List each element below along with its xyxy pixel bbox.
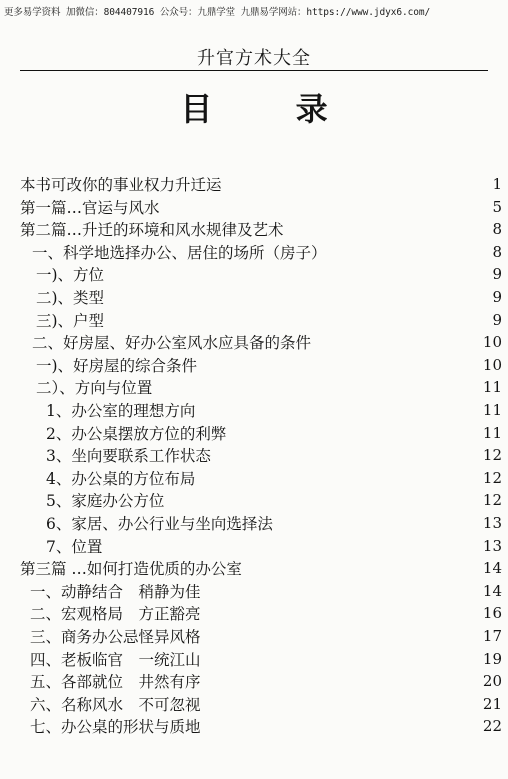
toc-leader bbox=[203, 648, 481, 670]
toc-entry-page: 13 bbox=[482, 514, 502, 532]
toc-entry[interactable] bbox=[0, 422, 508, 444]
header-rule bbox=[20, 70, 488, 71]
toc-entry-page: 20 bbox=[482, 672, 502, 691]
toc-leader bbox=[106, 309, 490, 331]
toc-entry[interactable] bbox=[0, 489, 508, 511]
toc-leader bbox=[203, 602, 481, 624]
toc-entry[interactable] bbox=[0, 670, 508, 692]
toc-leader bbox=[329, 241, 491, 263]
toc-entry[interactable] bbox=[0, 196, 508, 218]
toc-entry-title: 二）、方向与位置 bbox=[36, 379, 153, 398]
toc-entry-page: 10 bbox=[482, 333, 502, 352]
toc-entry-page: 16 bbox=[482, 604, 502, 623]
toc-leader bbox=[213, 444, 481, 466]
toc-entry[interactable] bbox=[0, 535, 508, 557]
toc-entry-title: 七、办公桌的形状与质地 bbox=[30, 718, 201, 737]
toc-entry-title: 二)、类型 bbox=[36, 289, 105, 307]
toc-entry-page: 10 bbox=[482, 355, 502, 374]
toc-entry-title: 三、商务办公忌怪异风格 bbox=[30, 628, 201, 646]
toc-entry-page: 9 bbox=[492, 288, 502, 306]
toc-entry-page: 12 bbox=[482, 491, 502, 510]
toc-entry-title: 二、好房屋、好办公室风水应具备的条件 bbox=[32, 334, 312, 353]
toc-leader bbox=[313, 331, 481, 353]
toc-entry-title: 第一篇…官运与风水 bbox=[20, 198, 160, 217]
toc-entry-page: 13 bbox=[482, 536, 502, 555]
toc-leader bbox=[203, 625, 481, 647]
toc-leader bbox=[203, 580, 481, 602]
toc-entry[interactable] bbox=[0, 580, 508, 602]
toc-entry[interactable] bbox=[0, 173, 508, 195]
toc-entry-title: 三)、户型 bbox=[36, 311, 105, 330]
toc-leader bbox=[197, 467, 481, 489]
toc-entry[interactable] bbox=[0, 399, 508, 421]
toc-entry-title: 一、动静结合 稍静为佳 bbox=[30, 582, 201, 601]
toc-entry-title: 第三篇 …如何打造优质的办公室 bbox=[20, 560, 242, 579]
toc-entry[interactable] bbox=[0, 263, 508, 285]
toc-entry-page: 5 bbox=[492, 197, 502, 216]
toc-entry-page: 8 bbox=[492, 220, 502, 239]
toc-entry-page: 14 bbox=[482, 581, 502, 600]
toc-entry[interactable] bbox=[0, 648, 508, 670]
toc-leader bbox=[199, 354, 481, 376]
toc-entry[interactable] bbox=[0, 309, 508, 331]
toc-entry-title: 一)、好房屋的综合条件 bbox=[36, 356, 198, 375]
toc-entry-title: 1、办公室的理想方向 bbox=[46, 402, 196, 420]
toc-leader bbox=[203, 670, 481, 692]
toc-entry[interactable] bbox=[0, 512, 508, 534]
toc-entry-title: 本书可改你的事业权力升迁运 bbox=[20, 176, 222, 194]
book-title: 升官方术大全 bbox=[197, 48, 311, 69]
toc-entry-title: 二、宏观格局 方正豁亮 bbox=[30, 605, 201, 624]
toc-entry-page: 9 bbox=[492, 265, 502, 284]
toc-entry-title: 7、位置 bbox=[46, 537, 103, 556]
toc-entry-title: 5、家庭办公方位 bbox=[46, 492, 165, 511]
toc-leader bbox=[197, 399, 481, 421]
toc-entry-page: 12 bbox=[482, 446, 502, 465]
toc-leader bbox=[228, 422, 481, 444]
toc-leader bbox=[203, 715, 481, 737]
toc-entry-page: 11 bbox=[482, 423, 502, 442]
toc-entry-page: 19 bbox=[482, 649, 502, 668]
toc-heading: 目 录 bbox=[180, 90, 364, 128]
toc-leader bbox=[106, 263, 490, 285]
toc-entry[interactable] bbox=[0, 241, 508, 263]
toc-entry-page: 8 bbox=[492, 242, 502, 261]
toc-leader bbox=[166, 489, 481, 511]
toc-entry[interactable] bbox=[0, 218, 508, 240]
toc-entry-page: 1 bbox=[492, 175, 502, 193]
toc-entry[interactable] bbox=[0, 557, 508, 579]
toc-entry[interactable] bbox=[0, 693, 508, 715]
toc-leader bbox=[162, 196, 491, 218]
toc-entry-page: 21 bbox=[482, 694, 502, 713]
toc-entry-page: 12 bbox=[482, 468, 502, 487]
toc-entry[interactable] bbox=[0, 331, 508, 353]
toc-leader bbox=[244, 557, 481, 579]
toc-entry[interactable] bbox=[0, 376, 508, 398]
toc-entry-title: 一、科学地选择办公、居住的场所（房子） bbox=[32, 243, 327, 262]
toc-entry-title: 4、办公桌的方位布局 bbox=[46, 469, 196, 488]
toc-entry-title: 五、各部就位 井然有序 bbox=[30, 673, 201, 692]
toc-entry[interactable] bbox=[0, 286, 508, 308]
toc-leader bbox=[286, 218, 491, 240]
toc-leader bbox=[203, 693, 481, 715]
toc-entry-page: 11 bbox=[482, 378, 502, 397]
toc-entry-title: 2、办公桌摆放方位的利弊 bbox=[46, 424, 227, 443]
toc-entry-page: 14 bbox=[482, 559, 502, 578]
toc-leader bbox=[154, 376, 481, 398]
toc-leader bbox=[224, 173, 491, 195]
toc-entry[interactable] bbox=[0, 467, 508, 489]
toc-entry-title: 3、坐向要联系工作状态 bbox=[46, 447, 211, 466]
toc-entry-title: 6、家居、办公行业与坐向选择法 bbox=[46, 515, 273, 533]
toc-entry[interactable] bbox=[0, 625, 508, 647]
watermark-banner: 更多易学资料 加微信：804407916 公众号：九鼎学堂 九鼎易学网站：https://www.jdyx6.com/ bbox=[4, 7, 431, 18]
toc-entry-title: 四、老板临官 一统江山 bbox=[30, 650, 201, 669]
toc-entry[interactable] bbox=[0, 715, 508, 737]
toc-entry-page: 17 bbox=[482, 627, 502, 645]
toc-leader bbox=[275, 512, 481, 534]
toc-entry-title: 六、名称风水 不可忽视 bbox=[30, 695, 201, 714]
toc-leader bbox=[106, 286, 490, 308]
toc-entry-page: 22 bbox=[482, 717, 502, 736]
toc-entry-title: 一)、方位 bbox=[36, 266, 105, 285]
toc-leader bbox=[104, 535, 481, 557]
toc-entry[interactable] bbox=[0, 602, 508, 624]
toc-entry[interactable] bbox=[0, 354, 508, 376]
toc-entry-page: 11 bbox=[482, 401, 502, 419]
toc-entry-title: 第二篇…升迁的环境和风水规律及艺术 bbox=[20, 221, 284, 240]
toc-entry-page: 9 bbox=[492, 310, 502, 329]
toc-entry[interactable] bbox=[0, 444, 508, 466]
